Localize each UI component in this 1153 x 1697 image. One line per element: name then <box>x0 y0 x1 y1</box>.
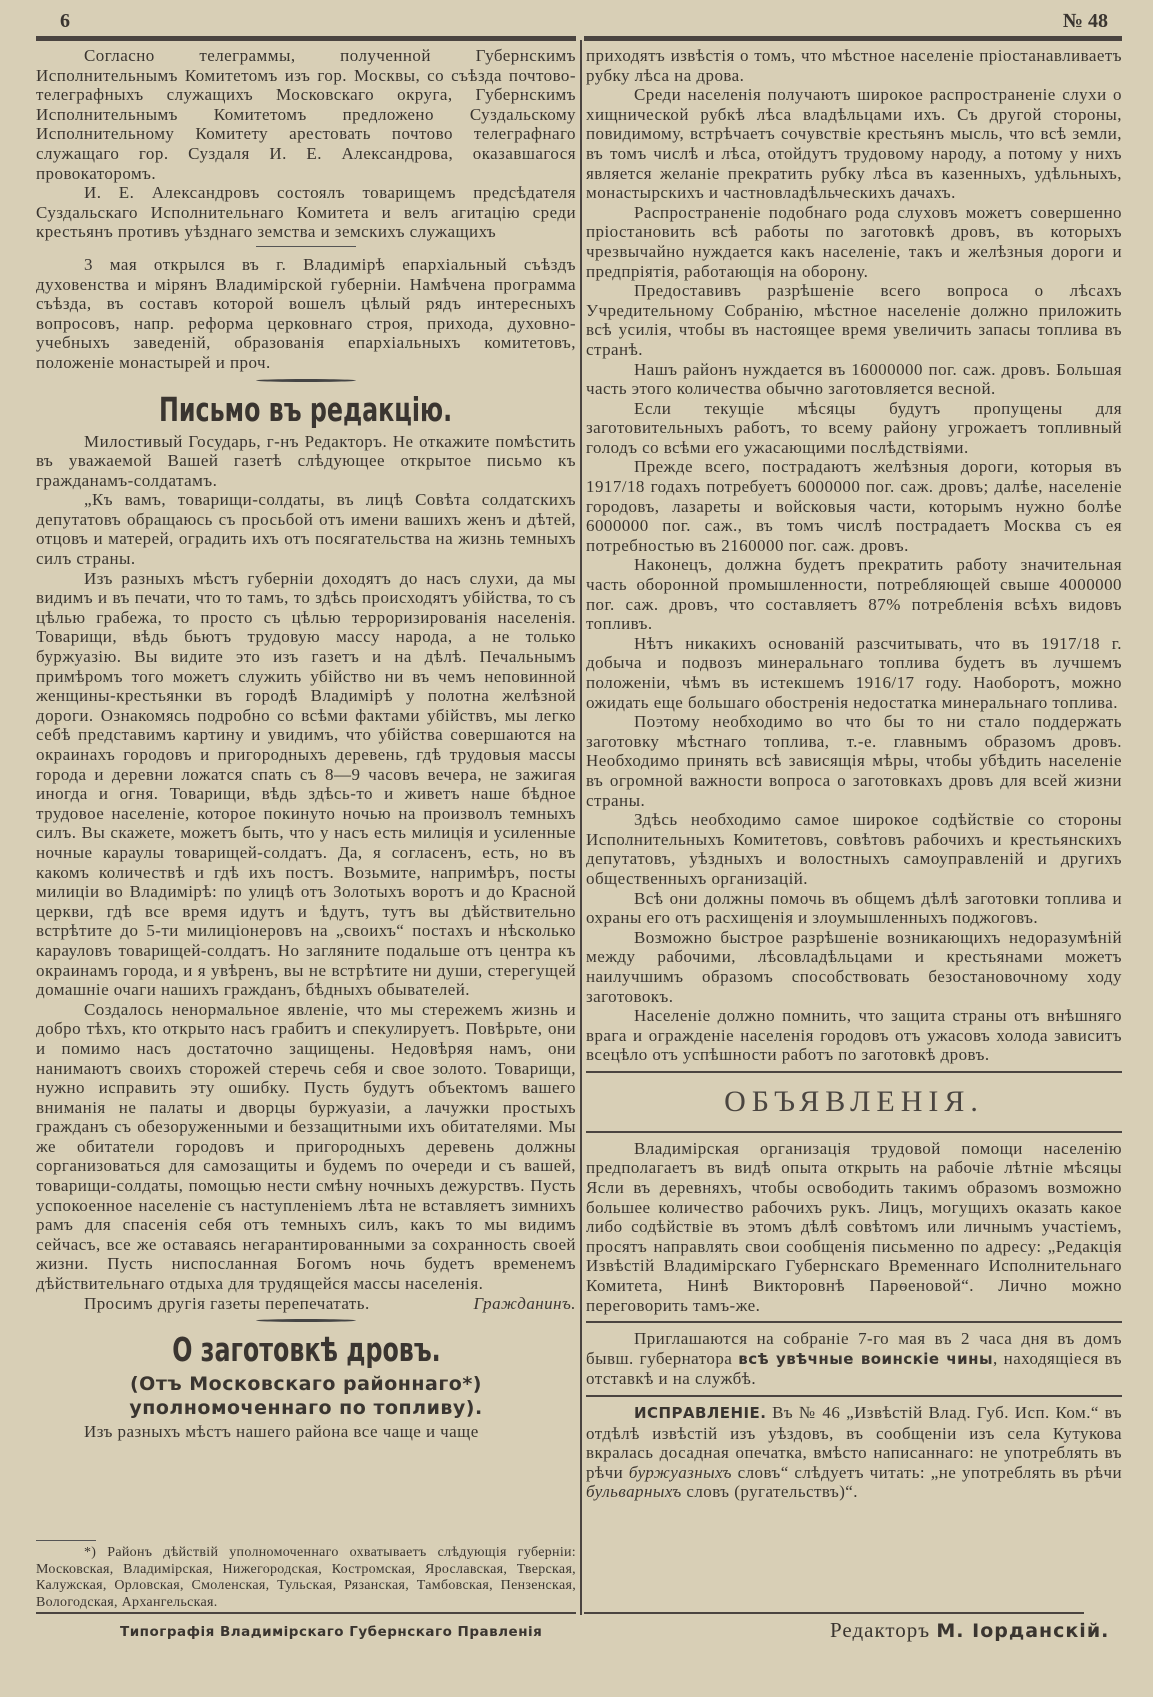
correction-text: словъ“ слѣдуетъ читать: „не употреблять въ рѣчи <box>731 1462 1122 1482</box>
divider <box>256 246 356 247</box>
editor-name: М. Іорданскій. <box>936 1620 1110 1642</box>
firewood-paragraph: Если текущіе мѣсяцы будутъ пропущены для заготовительныхъ работъ, то всему району угрожаетъ топливный голодъ со всѣми его ужасающими послѣдствіями. <box>586 398 1122 457</box>
correction-italic: бульварныхъ <box>586 1482 682 1502</box>
left-column <box>36 46 576 1546</box>
reprint-line <box>36 1294 576 1314</box>
header-rule-right <box>584 36 1122 41</box>
firewood-paragraph: Населеніе должно помнить, что защита страны отъ внѣшняго врага и огражденіе населенія городовъ отъ ужасовъ холода зависитъ всецѣло отъ успѣшности работъ по заготовкѣ дровъ. <box>586 1006 1122 1065</box>
firewood-paragraph: Распространеніе подобнаго рода слуховъ можетъ совершенно пріостановить всѣ работы по заготовкѣ дровъ, въ которыхъ чрезвычайно нуждается какъ населеніе, такъ и желѣзныя дороги и предпріятія, работающія на оборону. <box>586 202 1122 281</box>
ornament-divider <box>256 1319 356 1322</box>
firewood-paragraph: Здѣсь необходимо самое широкое содѣйствіе со стороны Исполнительныхъ Комитетовъ, совѣтовъ рабочихъ и крестьянскихъ депутатовъ, уѣздныхъ и волостныхъ самоуправленій и другихъ общественныхъ организацій. <box>586 810 1122 888</box>
ornament-divider <box>256 379 356 382</box>
firewood-paragraph: Прежде всего, пострадаютъ желѣзныя дороги, которыя въ 1917/18 годахъ потребуетъ 6000000 пог. саж. дровъ; далѣе, населеніе городовъ, лазареты и войсковыя части, которымъ нужно болѣе 6000000 пог. саж., въ томъ числѣ пострадаетъ Москва съ ея потребностью въ 2160000 пог. саж. дровъ. <box>586 457 1122 555</box>
firewood-paragraph: Возможно быстрое разрѣшеніе возникающихъ недоразумѣній между рабочими, лѣсовладѣльцами и крестьянами можетъ наилучшимъ образомъ способствовать безостановочному ходу заготовокъ. <box>586 927 1122 1006</box>
letter-title <box>36 388 576 432</box>
news-aleksandrov: И. Е. Александровъ состоялъ товарищемъ предсѣдателя Суздальскаго Исполнительнаго Комитета и велъ агитацію среди крестьянъ противъ уѣзднаго земства и земскихъ служащихъ <box>36 183 576 242</box>
footnote-text: *) Районъ дѣйствій уполномоченнаго охватываетъ слѣдующія губерніи: Московская, Владимірская, Нижегородская, Костромская, Ярославская, Тверская, Калужская, Орловская, Смоленская, Тульская, Рязанская, Тамбовская, Пензенская, Вологодская, Архангельская. <box>36 1545 576 1610</box>
firewood-title-text: О заготовкѣ дровъ. <box>171 1330 441 1370</box>
page-number: 6 <box>60 10 70 32</box>
firewood-paragraph: Среди населенія получаютъ широкое распространеніе слухи о хищнической рубкѣ лѣса владѣльцами ихъ. Съ другой стороны, повидимому, встрѣчаетъ сочувствіе крестьянъ мысль, что всѣ земли, въ томъ числѣ и лѣса, отойдутъ трудовому народу, а потому у нихъ является желаніе прекратить рубку лѣса въ казенныхъ, удѣльныхъ, монастырскихъ и частновладѣльческихъ дачахъ. <box>586 85 1122 203</box>
firewood-paragraph: Нашъ районъ нуждается въ 16000000 пог. саж. дровъ. Большая часть этого количества обычно заготовляется весной. <box>586 359 1122 399</box>
correction <box>586 1403 1122 1502</box>
editor-label: Редакторъ <box>830 1618 931 1642</box>
firewood-paragraph: Поэтому необходимо во что бы то ни стало поддержать заготовку мѣстнаго топлива, т.-е. главнымъ образомъ дровъ. Необходимо принять всѣ зависящія мѣры, чтобы убѣдить населеніе въ огромной важности вопроса о заготовкахъ дровъ для всей жизни страны. <box>586 712 1122 810</box>
news-arrest: Согласно телеграммы, полученной Губернскимъ Исполнительнымъ Комитетомъ изъ гор. Москвы, со съѣзда почтово-телеграфныхъ служащихъ Московскаго округа, Губернскимъ Исполнительнымъ Комитетомъ предложено Суздальскому Исполнительному Комитету арестовать почтово телеграфнаго служащаго гор. Суздаля И. Е. Александрова, оказавшагося провокаторомъ. <box>36 46 576 183</box>
section-rule <box>586 1131 1122 1133</box>
ad-meeting-text: , находящіеся въ отставкѣ и на службѣ. <box>586 1348 1122 1389</box>
firewood-paragraph: Нѣтъ никакихъ основаній разсчитывать, что въ 1917/18 г. добыча и подвозъ минеральнаго топлива будетъ въ лучшемъ положеніи, чѣмъ въ истекшемъ 1916/17 году. Наоборотъ, можно ожидать еще большаго обостренія недостатка минеральнаго топлива. <box>586 633 1122 712</box>
ads-title: ОБЪЯВЛЕНІЯ. <box>724 1084 984 1118</box>
footnote-rule <box>36 1540 96 1541</box>
ad-meeting <box>586 1329 1122 1389</box>
letter-paragraph: Милостивый Государь, г-нъ Редакторъ. Не откажите помѣстить въ уважаемой Вашей газетѣ слѣдующее открытое письмо къ гражданамъ-солдатамъ. <box>36 431 576 490</box>
footnote <box>36 1545 576 1611</box>
firewood-paragraph: Предоставивъ разрѣшеніе всего вопроса о лѣсахъ Учредительному Собранію, мѣстное населеніе должно приложить всѣ усилія, чтобы въ настоящее время увеличить запасы топлива въ странѣ. <box>586 281 1122 359</box>
reprint-request: Просимъ другія газеты перепечатать. <box>84 1293 370 1313</box>
news-congress: 3 мая открылся въ г. Владимірѣ епархіальный съѣздъ духовенства и мірянъ Владимірской губерніи. Намѣчена программа съѣзда, въ составъ которой вошелъ цѣлый рядъ интересныхъ вопросовъ, напр. реформа церковнаго строя, прихода, духовно-учебныхъ заведеній, образованія епархіальныхъ комитетовъ, положеніе монастырей и проч. <box>36 254 576 372</box>
letter-paragraph: Изъ разныхъ мѣстъ губерніи доходятъ до насъ слухи, да мы видимъ и въ печати, что то тамъ, то здѣсь происходятъ убійства, то съ цѣлью грабежа, то просто съ цѣлью терроризированія населенія. Товарищи, вѣдь бьютъ трудовую массу народа, а не только буржуазію. Вы видите это изъ газетъ и на дѣлѣ. Печальнымъ примѣромъ того можетъ служить убійство ни въ чемъ неповинной женщины-крестьянки въ городѣ Владимірѣ у полотна желѣзной дороги. Ознакомясь подробно со всѣми фактами убійствъ, мы легко себѣ представимъ картину и увидимъ, что убійства совершаются на окраинахъ городовъ и пригородныхъ деревень, гдѣ трудовыя массы города и деревни ложатся спать съ 8—9 часовъ вечера, не зажигая иногда и огня. Товарищи, вѣдь здѣсь-то и живетъ наше бѣдное трудовое населеніе, которое покинуто ночью на произволъ темныхъ силъ. Вы скажете, можетъ быть, что у насъ есть милиція и усиленные ночные караулы товарищей-солдатъ. Да, я согласенъ, есть, но въ какомъ количествѣ и гдѣ ихъ постъ. Возьмите, напримѣръ, посты милиціи во Владимірѣ: по улицѣ отъ Золотыхъ воротъ и до Красной церкви, гдѣ все время идутъ и ѣдутъ, тутъ вы дѣйствительно встрѣтите до 5-ти милиціонеровъ на „своихъ“ постахъ и нѣсколько карауловъ товарищей-солдатъ. Но загляните подальше отъ центра къ окраинамъ города, и я увѣренъ, вы не встрѣтите ни души, стерегущей домашніе очаги нашихъ гражданъ, бѣдныхъ обывателей. <box>36 568 576 1000</box>
correction-text: словъ (ругательствъ)“. <box>681 1482 858 1502</box>
letter-paragraph: Создалось ненормальное явленіе, что мы стережемъ жизнь и добро тѣхъ, кто открыто насъ грабитъ и спекулируетъ. Повѣрьте, они и помимо насъ достаточно защищены. Недовѣряя намъ, они нанимаютъ своихъ сторожей стеречь себя и свое золото. Товарищи, нужно исправить эту ошибку. Пусть будутъ объектомъ вашего вниманія не палаты и дворцы буржуазіи, а лачужки простыхъ гражданъ съ обезоруженными и беззащитными ихъ обитателями. Мы же обитатели городовъ и пригородныхъ деревень должны сорганизоваться для самозащиты и будемъ по очереди и съ вашей, товарищи-солдаты, помощью нести смѣну ночныхъ дежурствъ. Пусть успокоенное населеніе съ наступленіемъ лѣта не вставляетъ зимнихъ рамъ для спасенія себя отъ темныхъ силъ, какъ то мы видимъ сейчасъ, все же оставаясь негарантированными за сохранность своей жизни. Пусть ниспосланная Богомъ ночь будетъ временемъ дѣйствительнаго отдыха для трудящейся массы населенія. <box>36 999 576 1294</box>
column-divider <box>580 40 582 1615</box>
footer-rule-right <box>584 1612 1084 1614</box>
ad-meeting-bold: всѣ увѣчные воинскіе чины <box>738 1349 993 1368</box>
letter-signature: Гражданинъ. <box>473 1293 576 1313</box>
firewood-paragraph: приходятъ извѣстія о томъ, что мѣстное населеніе пріостанавливаетъ рубку лѣса на дрова. <box>586 46 1122 85</box>
ad-meeting-text: Приглашаются на собраніе 7-го мая въ 2 часа дня въ домъ бывш. губернатора <box>586 1329 1122 1368</box>
section-rule <box>586 1321 1122 1323</box>
issue-number: № 48 <box>1062 10 1108 32</box>
letter-title-text: Письмо въ редакцію. <box>159 389 453 429</box>
editor-credit <box>830 1618 1109 1643</box>
correction-italic: буржуазныхъ <box>628 1462 732 1482</box>
firewood-paragraph: Наконецъ, должна будетъ прекратить работу значительная часть оборонной промышленности, потребляющей свыше 4000000 пог. саж. дровъ, что составляетъ 87% потребленія всѣхъ видовъ топливъ. <box>586 555 1122 634</box>
section-rule <box>586 1071 1122 1073</box>
right-column <box>586 46 1122 1606</box>
section-rule <box>586 1395 1122 1397</box>
firewood-subtitle: (Отъ Московскаго районнаго*) уполномоченнаго по топливу). <box>129 1373 483 1420</box>
footer-rule-left <box>36 1612 576 1614</box>
correction-label: ИСПРАВЛЕНІЕ. <box>634 1404 767 1422</box>
firewood-start: Изъ разныхъ мѣстъ нашего района все чаще и чаще <box>84 1422 479 1442</box>
firewood-title <box>36 1328 576 1372</box>
correction-text: Въ № 46 „Извѣстій Влад. Губ. Исп. Ком.“ въ отдѣлѣ извѣстій изъ уѣздовъ, въ сообщеніи изъ села Кутукова вкралась досадная опечатка, вмѣсто написаннаго: не употреблять въ рѣчи <box>586 1403 1122 1482</box>
firewood-paragraph: Всѣ они должны помочь въ общемъ дѣлѣ заготовки топлива и охраны его отъ расхищенія и злоумышленныхъ поджоговъ. <box>586 888 1122 928</box>
printer-imprint: Типографія Владимірскаго Губернскаго Правленія <box>120 1624 543 1640</box>
letter-paragraph: „Къ вамъ, товарищи-солдаты, въ лицѣ Совѣта солдатскихъ депутатовъ обращаюсь съ просьбой отъ имени вашихъ женъ и дѣтей, отцовъ и матерей, оградить ихъ отъ посягательства на жизнь темныхъ силъ страны. <box>36 490 576 569</box>
header-rule-left <box>36 36 576 41</box>
ad-nursery: Владимірская организація трудовой помощи населенію предполагаетъ въ видѣ опыта открыть на рабочіе лѣтніе мѣсяцы Ясли въ деревняхъ, чтобы освободить такимъ образомъ возможно большее количество рабочихъ рукъ. Лицъ, могущихъ оказать какое либо содѣйствіе въ этомъ дѣлѣ совѣтомъ или личнымъ участіемъ, просятъ направлять свои сообщенія письменно по адресу: „Редакція Извѣстій Владимірскаго Губернскаго Временнаго Исполнительнаго Комитета, Нинѣ Викторовнѣ Парѳеновой“. Лично можно переговорить тамъ-же. <box>586 1138 1122 1315</box>
